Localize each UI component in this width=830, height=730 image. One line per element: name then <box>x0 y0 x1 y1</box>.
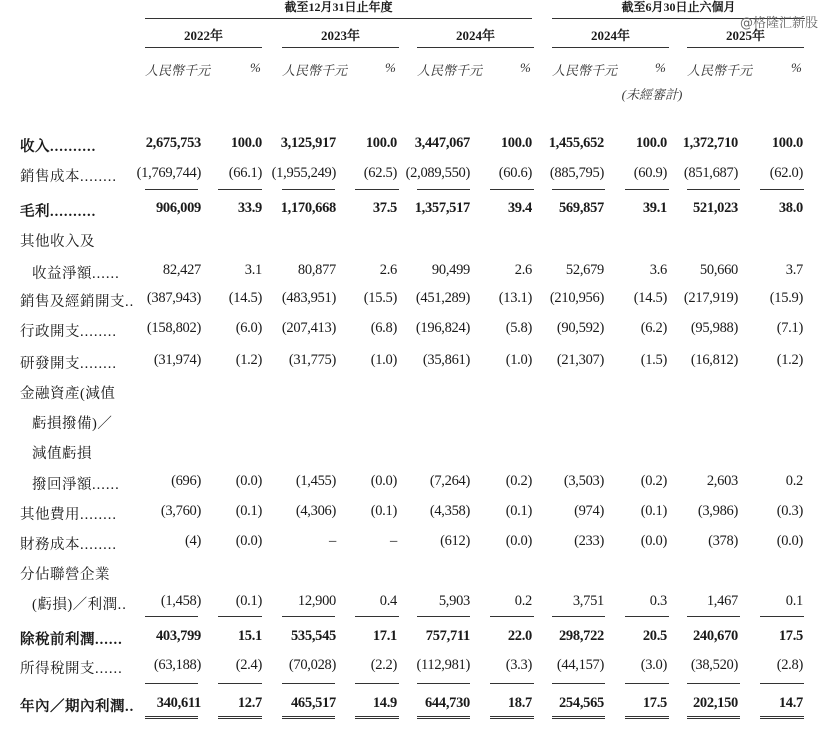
row-label-text: 分佔聯營企業 <box>20 567 110 583</box>
row-label-text: 銷售成本 <box>20 169 80 185</box>
amount-cell: (31,775) <box>288 352 336 368</box>
amount-cell: 535,545 <box>290 628 336 644</box>
row-label <box>20 290 134 311</box>
unit-amount-label: 人民幣千元 <box>282 63 348 78</box>
table-row <box>0 628 830 652</box>
row-label-text: 其他收入及 <box>20 234 95 250</box>
leader-dots: ...... <box>95 632 123 648</box>
underline <box>218 189 262 190</box>
percent-cell: (15.9) <box>769 290 803 306</box>
percent-cell: (0.0) <box>640 533 667 549</box>
amount-cell: (158,802) <box>146 320 201 336</box>
row-label <box>20 382 115 403</box>
row-label <box>20 503 117 524</box>
unit-pct-label: % <box>791 60 802 75</box>
percent-cell: (60.6) <box>498 165 532 181</box>
underline <box>760 683 804 684</box>
percent-cell: (0.0) <box>776 533 803 549</box>
amount-cell: 757,711 <box>425 628 470 644</box>
underline <box>552 189 605 190</box>
row-label <box>20 200 96 221</box>
amount-cell: 465,517 <box>290 695 336 711</box>
row-label <box>32 262 120 283</box>
percent-cell: (3.0) <box>640 657 667 673</box>
amount-cell: (387,943) <box>146 290 201 306</box>
table-row <box>0 593 830 617</box>
divider <box>145 18 532 19</box>
underline <box>490 189 534 190</box>
amount-cell: (95,988) <box>690 320 738 336</box>
amount-cell: (4) <box>184 533 201 549</box>
amount-cell: 202,150 <box>692 695 738 711</box>
amount-cell: (35,861) <box>422 352 470 368</box>
percent-cell: (1.0) <box>370 352 397 368</box>
amount-cell: (210,956) <box>549 290 604 306</box>
double-underline <box>218 716 262 719</box>
unit-pct-label: % <box>250 60 261 75</box>
double-underline <box>355 716 399 719</box>
table-row <box>0 165 830 189</box>
amount-cell: (4,306) <box>295 503 336 519</box>
underline <box>490 616 534 617</box>
leader-dots: .. <box>117 597 127 613</box>
row-label <box>32 412 112 433</box>
amount-cell: (3,760) <box>160 503 201 519</box>
percent-cell: (0.2) <box>640 473 667 489</box>
leader-dots: .. <box>125 294 135 310</box>
amount-cell: 82,427 <box>162 262 201 278</box>
percent-cell: 17.1 <box>372 628 397 644</box>
divider <box>282 47 399 48</box>
table-row <box>0 442 830 466</box>
percent-cell: (1.5) <box>640 352 667 368</box>
underline <box>282 683 335 684</box>
percent-cell: 15.1 <box>237 628 262 644</box>
table-row <box>0 563 830 587</box>
percent-cell: – <box>390 533 397 549</box>
percent-cell: (0.1) <box>640 503 667 519</box>
leader-dots: .......... <box>50 139 97 155</box>
row-label <box>20 628 123 649</box>
amount-cell: (21,307) <box>556 352 604 368</box>
unit-amount-label: 人民幣千元 <box>145 63 211 78</box>
amount-cell: (70,028) <box>288 657 336 673</box>
divider <box>687 47 804 48</box>
underline <box>218 616 262 617</box>
amount-cell: 403,799 <box>155 628 201 644</box>
amount-cell: (196,824) <box>415 320 470 336</box>
amount-cell: (44,157) <box>556 657 604 673</box>
row-label <box>32 442 92 463</box>
percent-cell: (0.0) <box>235 533 262 549</box>
table-row <box>0 230 830 254</box>
percent-cell: (0.3) <box>776 503 803 519</box>
percent-cell: 3.1 <box>244 262 262 278</box>
amount-cell: 240,670 <box>692 628 738 644</box>
unit-pct-label: % <box>655 60 666 75</box>
amount-cell: 644,730 <box>424 695 470 711</box>
percent-cell: 39.1 <box>642 200 667 216</box>
amount-cell: (63,188) <box>153 657 201 673</box>
amount-cell: (1,769,744) <box>136 165 201 181</box>
underline <box>687 683 740 684</box>
amount-cell: (3,503) <box>563 473 604 489</box>
amount-cell: 254,565 <box>558 695 604 711</box>
underline <box>625 189 669 190</box>
row-label-text: 除稅前利潤 <box>20 632 95 648</box>
row-label <box>20 165 117 186</box>
percent-cell: (2.2) <box>370 657 397 673</box>
percent-cell: (0.1) <box>235 503 262 519</box>
amount-cell: (1,455) <box>295 473 336 489</box>
percent-cell: (5.8) <box>505 320 532 336</box>
table-row <box>0 533 830 557</box>
row-label <box>20 657 123 678</box>
amount-cell: (217,919) <box>683 290 738 306</box>
percent-cell: (0.0) <box>235 473 262 489</box>
amount-cell: (16,812) <box>690 352 738 368</box>
amount-cell: (7,264) <box>429 473 470 489</box>
amount-cell: (696) <box>171 473 201 489</box>
amount-cell: 521,023 <box>692 200 738 216</box>
underline <box>552 616 605 617</box>
amount-cell: 340,611 <box>156 695 201 711</box>
leader-dots: ........ <box>80 356 117 372</box>
percent-cell: (2.4) <box>235 657 262 673</box>
amount-cell: 2,675,753 <box>145 135 201 151</box>
percent-cell: 2.6 <box>514 262 532 278</box>
amount-cell: 12,900 <box>297 593 336 609</box>
double-underline <box>417 716 470 719</box>
row-label-text: 研發開支 <box>20 356 80 372</box>
percent-cell: (15.5) <box>363 290 397 306</box>
percent-cell: 2.6 <box>379 262 397 278</box>
percent-cell: 3.7 <box>785 262 803 278</box>
double-underline <box>282 716 335 719</box>
underline <box>760 189 804 190</box>
unit-amount-label: 人民幣千元 <box>552 63 618 78</box>
row-label-text: 毛利 <box>20 204 50 220</box>
row-label-text: 金融資產(減值 <box>20 386 116 402</box>
percent-cell: 0.2 <box>785 473 803 489</box>
table-row <box>0 352 830 376</box>
percent-cell: (0.1) <box>370 503 397 519</box>
underline <box>355 683 399 684</box>
underline <box>145 616 198 617</box>
underline <box>687 616 740 617</box>
row-label-text: (虧損)／利潤 <box>32 597 118 613</box>
percent-cell: (1.2) <box>235 352 262 368</box>
row-label-text: 年內／期內利潤 <box>20 699 125 715</box>
underline <box>145 189 198 190</box>
percent-cell: (60.9) <box>633 165 667 181</box>
underline <box>218 683 262 684</box>
percent-cell: 0.3 <box>649 593 667 609</box>
amount-cell: (885,795) <box>549 165 604 181</box>
row-label-text: 財務成本 <box>20 537 80 553</box>
underline <box>625 616 669 617</box>
amount-cell: (1,458) <box>160 593 201 609</box>
unit-amount-label: 人民幣千元 <box>417 63 483 78</box>
underline <box>687 189 740 190</box>
underline <box>282 189 335 190</box>
table-row <box>0 262 830 286</box>
amount-cell: 80,877 <box>297 262 336 278</box>
percent-cell: (6.0) <box>235 320 262 336</box>
underline <box>355 189 399 190</box>
percent-cell: 18.7 <box>507 695 532 711</box>
row-label-text: 撥回淨額 <box>32 477 92 493</box>
table-row <box>0 382 830 406</box>
year-header: 2025年 <box>725 28 765 43</box>
percent-cell: (62.0) <box>769 165 803 181</box>
divider <box>552 47 669 48</box>
row-label <box>32 593 127 614</box>
percent-cell: (7.1) <box>776 320 803 336</box>
amount-cell: 1,467 <box>706 593 738 609</box>
amount-cell: (90,592) <box>556 320 604 336</box>
percent-cell: 38.0 <box>778 200 803 216</box>
leader-dots: ........ <box>80 324 117 340</box>
percent-cell: 12.7 <box>237 695 262 711</box>
amount-cell: (4,358) <box>429 503 470 519</box>
percent-cell: 3.6 <box>649 262 667 278</box>
leader-dots: .......... <box>50 204 97 220</box>
unit-pct-label: % <box>520 60 531 75</box>
percent-cell: (0.1) <box>505 503 532 519</box>
leader-dots: ........ <box>80 537 117 553</box>
underline <box>417 616 470 617</box>
row-label-text: 所得稅開支 <box>20 661 95 677</box>
underline <box>552 683 605 684</box>
double-underline <box>687 716 740 719</box>
amount-cell: (31,974) <box>153 352 201 368</box>
table-row <box>0 657 830 681</box>
table-row <box>0 473 830 497</box>
amount-cell: (483,951) <box>281 290 336 306</box>
percent-cell: 100.0 <box>230 135 262 151</box>
percent-cell: 37.5 <box>372 200 397 216</box>
percent-cell: 0.4 <box>379 593 397 609</box>
unit-amount-label: 人民幣千元 <box>687 63 753 78</box>
amount-cell: – <box>329 533 336 549</box>
year-header: 2024年 <box>590 28 630 43</box>
leader-dots: ...... <box>92 266 120 282</box>
percent-cell: 100.0 <box>635 135 667 151</box>
row-label-text: 其他費用 <box>20 507 80 523</box>
percent-cell: (6.2) <box>640 320 667 336</box>
amount-cell: (1,955,249) <box>271 165 336 181</box>
percent-cell: (14.5) <box>228 290 262 306</box>
amount-cell: (112,981) <box>416 657 470 673</box>
amount-cell: (233) <box>574 533 604 549</box>
year-header: 2024年 <box>455 28 495 43</box>
amount-cell: 50,660 <box>699 262 738 278</box>
percent-cell: (0.0) <box>370 473 397 489</box>
row-label <box>20 563 110 584</box>
table-row <box>0 412 830 436</box>
percent-cell: (62.5) <box>363 165 397 181</box>
percent-cell: (13.1) <box>498 290 532 306</box>
row-label-text: 減值虧損 <box>32 446 92 462</box>
amount-cell: (612) <box>440 533 470 549</box>
amount-cell: 3,751 <box>572 593 604 609</box>
percent-cell: (14.5) <box>633 290 667 306</box>
row-label-text: 行政開支 <box>20 324 80 340</box>
amount-cell: 3,447,067 <box>414 135 470 151</box>
row-label <box>20 533 117 554</box>
amount-cell: (3,986) <box>697 503 738 519</box>
percent-cell: 17.5 <box>778 628 803 644</box>
underline <box>417 683 470 684</box>
year-header: 2022年 <box>183 28 223 43</box>
watermark: @格隆汇新股 <box>740 16 819 31</box>
double-underline <box>625 716 669 719</box>
amount-cell: (207,413) <box>281 320 336 336</box>
table-row <box>0 135 830 159</box>
double-underline <box>552 716 605 719</box>
amount-cell: (974) <box>574 503 604 519</box>
double-underline <box>490 716 534 719</box>
unaudited-note: (未經審計) <box>621 87 683 102</box>
row-label-text: 銷售及經銷開支 <box>20 294 125 310</box>
percent-cell: 20.5 <box>642 628 667 644</box>
amount-cell: 1,170,668 <box>280 200 336 216</box>
percent-cell: 17.5 <box>642 695 667 711</box>
table-row <box>0 503 830 527</box>
percent-cell: (66.1) <box>228 165 262 181</box>
double-underline <box>760 716 804 719</box>
amount-cell: 2,603 <box>706 473 738 489</box>
leader-dots: .. <box>125 699 135 715</box>
amount-cell: 1,372,710 <box>682 135 738 151</box>
percent-cell: 0.1 <box>785 593 803 609</box>
double-underline <box>145 716 198 719</box>
percent-cell: 100.0 <box>365 135 397 151</box>
row-label <box>20 230 95 251</box>
percent-cell: (1.0) <box>505 352 532 368</box>
table-row <box>0 290 830 314</box>
amount-cell: (451,289) <box>415 290 470 306</box>
row-label-text: 收入 <box>20 139 50 155</box>
percent-cell: 22.0 <box>507 628 532 644</box>
leader-dots: ........ <box>80 507 117 523</box>
underline <box>417 189 470 190</box>
amount-cell: 298,722 <box>558 628 604 644</box>
table-row <box>0 200 830 224</box>
percent-cell: 33.9 <box>237 200 262 216</box>
underline <box>355 616 399 617</box>
row-label <box>20 695 134 716</box>
percent-cell: 14.7 <box>778 695 803 711</box>
group-header-full-year: 截至12月31日止年度 <box>284 0 393 14</box>
divider <box>145 47 262 48</box>
amount-cell: (851,687) <box>683 165 738 181</box>
amount-cell: 5,903 <box>438 593 470 609</box>
row-label <box>20 320 117 341</box>
percent-cell: 14.9 <box>372 695 397 711</box>
percent-cell: (0.0) <box>505 533 532 549</box>
percent-cell: 39.4 <box>507 200 532 216</box>
underline <box>625 683 669 684</box>
percent-cell: 0.2 <box>514 593 532 609</box>
amount-cell: 90,499 <box>431 262 470 278</box>
year-header: 2023年 <box>320 28 360 43</box>
divider <box>417 47 534 48</box>
underline <box>760 616 804 617</box>
amount-cell: 3,125,917 <box>280 135 336 151</box>
percent-cell: 100.0 <box>771 135 803 151</box>
amount-cell: 569,857 <box>558 200 604 216</box>
unit-pct-label: % <box>385 60 396 75</box>
row-label-text: 虧損撥備)／ <box>32 416 113 432</box>
underline <box>145 683 198 684</box>
amount-cell: 1,455,652 <box>548 135 604 151</box>
percent-cell: (0.1) <box>235 593 262 609</box>
leader-dots: ...... <box>92 477 120 493</box>
percent-cell: (1.2) <box>776 352 803 368</box>
amount-cell: 1,357,517 <box>414 200 470 216</box>
row-label <box>20 135 96 156</box>
underline <box>282 616 335 617</box>
percent-cell: (6.8) <box>370 320 397 336</box>
amount-cell: (2,089,550) <box>405 165 470 181</box>
leader-dots: ...... <box>95 661 123 677</box>
percent-cell: (0.2) <box>505 473 532 489</box>
percent-cell: (3.3) <box>505 657 532 673</box>
amount-cell: 52,679 <box>565 262 604 278</box>
amount-cell: (38,520) <box>690 657 738 673</box>
row-label <box>20 352 117 373</box>
table-row <box>0 320 830 344</box>
percent-cell: (2.8) <box>776 657 803 673</box>
amount-cell: (378) <box>708 533 738 549</box>
row-label <box>32 473 120 494</box>
group-header-half-year: 截至6月30日止六個月 <box>621 0 736 14</box>
row-label-text: 收益淨額 <box>32 266 92 282</box>
underline <box>490 683 534 684</box>
amount-cell: 906,009 <box>155 200 201 216</box>
percent-cell: 100.0 <box>500 135 532 151</box>
leader-dots: ........ <box>80 169 117 185</box>
